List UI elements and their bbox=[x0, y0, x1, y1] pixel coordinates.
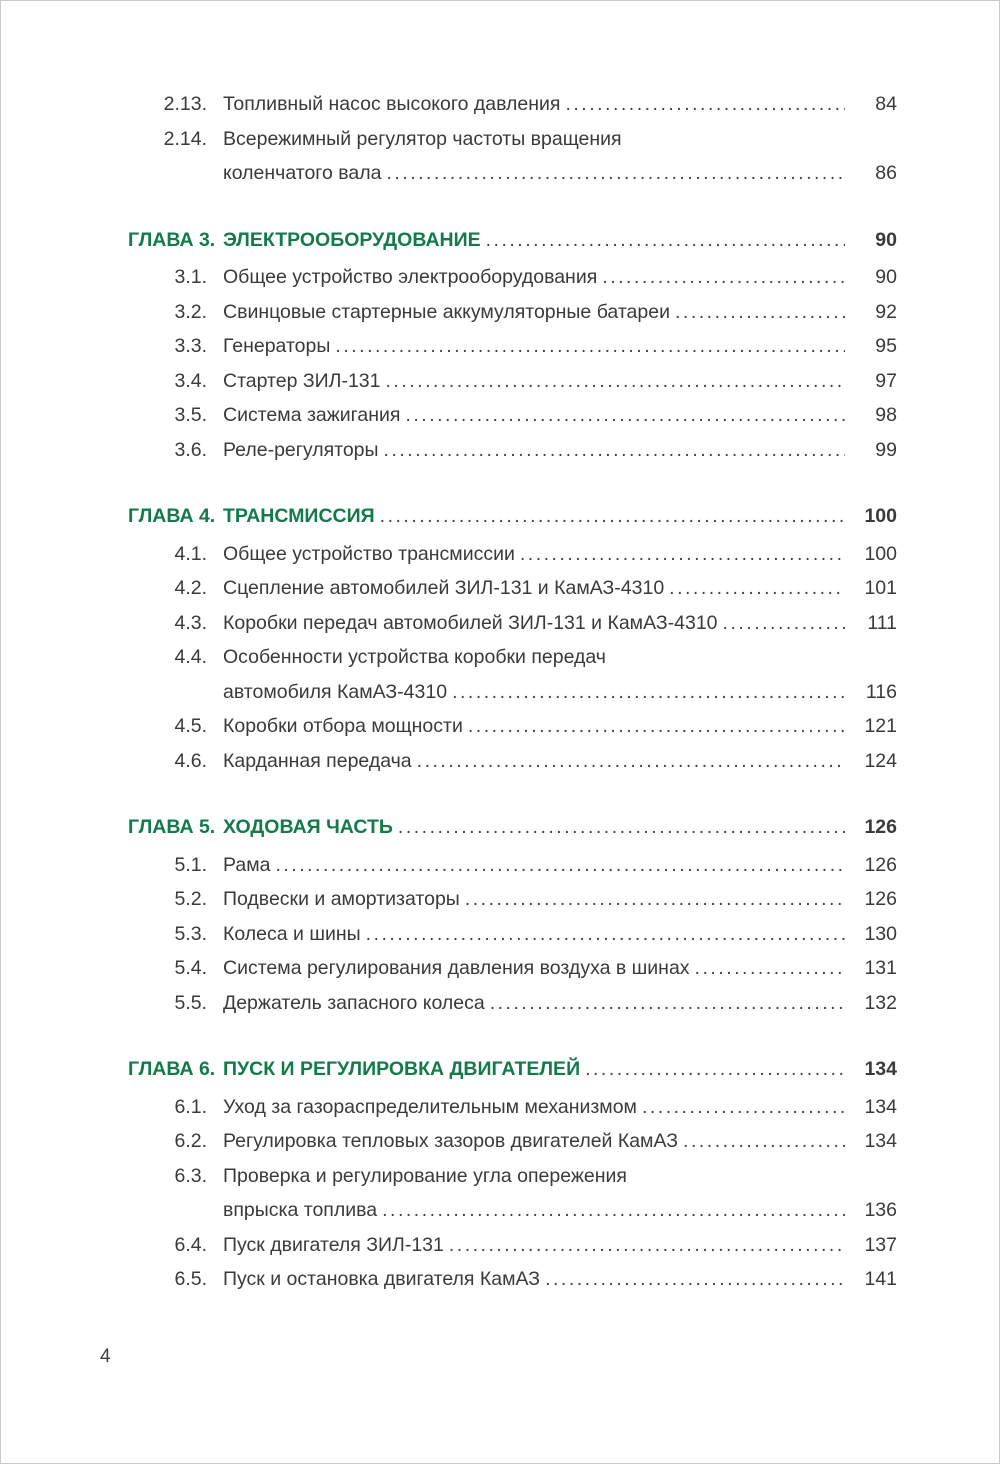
dot-leader bbox=[382, 1193, 845, 1228]
toc-section-entry bbox=[128, 433, 897, 468]
toc-entry-page: 84 bbox=[875, 93, 897, 115]
toc-section-entry bbox=[128, 364, 897, 399]
dot-leader bbox=[486, 223, 845, 258]
toc-entry-page: 132 bbox=[864, 991, 897, 1014]
toc-entry-number: 6.3. bbox=[174, 1164, 207, 1187]
toc-entry-title: Система регулирования давления воздуха в шинах bbox=[223, 957, 690, 979]
toc-entry-title: ПУСК И РЕГУЛИРОВКА ДВИГАТЕЛЕЙ bbox=[223, 1058, 581, 1080]
toc-entry-page: 126 bbox=[864, 888, 897, 910]
toc-entry-number: 5.4. bbox=[174, 957, 207, 979]
toc-entry-number: 3.4. bbox=[174, 369, 207, 392]
dot-leader bbox=[642, 1090, 845, 1125]
toc-entry-title: Всережимный регулятор частоты вращения bbox=[223, 127, 622, 150]
toc-entry-title: Свинцовые стартерные аккумуляторные батареи bbox=[223, 300, 670, 323]
toc-section-entry bbox=[128, 986, 897, 1021]
toc-line bbox=[128, 223, 897, 258]
toc-entry-number: 4.3. bbox=[174, 611, 207, 634]
toc-entry-number: ГЛАВА 6. bbox=[128, 1058, 216, 1080]
toc-section-entry bbox=[128, 917, 897, 952]
toc-entry-title: Особенности устройства коробки передач bbox=[223, 646, 606, 668]
toc-entry-number: 6.4. bbox=[174, 1233, 207, 1256]
toc-line bbox=[128, 951, 897, 986]
toc-line bbox=[128, 1052, 897, 1087]
toc-entry-page: 97 bbox=[875, 369, 897, 392]
toc-entry-title: коленчатого вала bbox=[223, 162, 382, 184]
toc-entry-title: Стартер ЗИЛ-131 bbox=[223, 369, 381, 392]
toc-entry-number: 4.1. bbox=[174, 542, 207, 565]
toc-line bbox=[128, 986, 897, 1021]
toc-entry-page: 100 bbox=[864, 505, 897, 527]
toc-entry-page: 131 bbox=[864, 957, 897, 979]
toc-entry-number: 6.1. bbox=[174, 1095, 207, 1118]
dot-leader bbox=[275, 848, 845, 883]
dot-leader bbox=[465, 882, 845, 917]
toc-section-entry bbox=[128, 709, 897, 744]
toc-chapter-entry bbox=[128, 223, 897, 258]
toc-entry-page: 111 bbox=[867, 611, 897, 634]
toc-entry-page: 99 bbox=[875, 438, 897, 461]
toc-entry-number: 4.6. bbox=[174, 749, 207, 772]
toc-section-entry bbox=[128, 571, 897, 606]
dot-leader bbox=[449, 1228, 845, 1263]
toc-line bbox=[128, 709, 897, 744]
toc-section-entry bbox=[128, 1228, 897, 1263]
toc-entry-title: Проверка и регулирование угла опережения bbox=[223, 1164, 627, 1187]
toc-line bbox=[128, 744, 897, 779]
toc-line bbox=[128, 1228, 897, 1263]
dot-leader bbox=[723, 606, 845, 641]
toc-section-entry bbox=[128, 848, 897, 883]
toc-entry-page: 124 bbox=[864, 749, 897, 772]
toc-entry-title: ТРАНСМИССИЯ bbox=[223, 505, 375, 527]
toc-line bbox=[128, 122, 897, 157]
toc-line bbox=[128, 499, 897, 534]
toc-entry-title: Топливный насос высокого давления bbox=[223, 93, 561, 115]
toc-entry-title: Система зажигания bbox=[223, 404, 401, 426]
toc-entry-number: 3.2. bbox=[174, 300, 207, 323]
dot-leader bbox=[417, 744, 845, 779]
toc-line bbox=[128, 848, 897, 883]
toc-entry-page: 121 bbox=[864, 715, 897, 737]
toc-line bbox=[128, 1124, 897, 1159]
dot-leader bbox=[380, 499, 845, 534]
toc-section-entry bbox=[128, 329, 897, 364]
toc-line bbox=[128, 571, 897, 606]
toc-entry-page: 136 bbox=[864, 1199, 897, 1221]
toc-section-entry bbox=[128, 951, 897, 986]
toc-section-entry bbox=[128, 606, 897, 641]
toc-entry-number: 5.2. bbox=[174, 888, 207, 910]
toc-entry-number: 4.2. bbox=[174, 577, 207, 599]
toc-entry-number: ГЛАВА 5. bbox=[128, 816, 216, 838]
toc-line bbox=[128, 156, 897, 191]
toc-entry-title: Регулировка тепловых зазоров двигателей КамАЗ bbox=[223, 1130, 679, 1152]
toc-entry-page: 100 bbox=[864, 542, 897, 565]
toc-entry-title: Уход за газораспределительным механизмом bbox=[223, 1095, 637, 1118]
toc-entry-number: 5.5. bbox=[174, 991, 207, 1014]
toc-entry-number: ГЛАВА 4. bbox=[128, 505, 216, 527]
toc-entry-number: 2.13. bbox=[163, 93, 207, 115]
toc-line bbox=[128, 606, 897, 641]
toc-entry-page: 95 bbox=[875, 335, 897, 357]
toc-entry-page: 137 bbox=[864, 1233, 897, 1256]
toc-chapter-entry bbox=[128, 810, 897, 845]
toc-section-entry bbox=[128, 87, 897, 122]
dot-leader bbox=[335, 329, 845, 364]
toc-entry-number: 2.14. bbox=[163, 127, 207, 150]
dot-leader bbox=[405, 398, 845, 433]
toc-entry-page: 86 bbox=[875, 162, 897, 184]
dot-leader bbox=[398, 810, 845, 845]
toc-entry-page: 90 bbox=[875, 228, 897, 251]
page-number-folio: 4 bbox=[100, 1346, 111, 1367]
toc-section-entry bbox=[128, 1124, 897, 1159]
toc-section-entry bbox=[128, 1262, 897, 1297]
dot-leader bbox=[386, 156, 845, 191]
toc-section-entry bbox=[128, 260, 897, 295]
dot-leader bbox=[602, 260, 845, 295]
toc-line bbox=[128, 675, 897, 710]
dot-leader bbox=[545, 1262, 845, 1297]
toc-line bbox=[128, 640, 897, 675]
toc-entry-page: 141 bbox=[864, 1268, 897, 1290]
dot-leader bbox=[386, 364, 846, 399]
toc-line bbox=[128, 329, 897, 364]
toc-line bbox=[128, 1262, 897, 1297]
toc-entry-title: Генераторы bbox=[223, 335, 331, 357]
toc-entry-page: 101 bbox=[864, 577, 897, 599]
dot-leader bbox=[669, 571, 845, 606]
toc-entry-title: Держатель запасного колеса bbox=[223, 991, 485, 1014]
toc-entry-title: Общее устройство трансмиссии bbox=[223, 542, 515, 565]
toc-entry-page: 90 bbox=[875, 266, 897, 288]
dot-leader bbox=[695, 951, 845, 986]
toc-line bbox=[128, 537, 897, 572]
toc-line bbox=[128, 1193, 897, 1228]
dot-leader bbox=[366, 917, 845, 952]
toc-entry-title: автомобиля КамАЗ-4310 bbox=[223, 680, 448, 703]
toc-line bbox=[128, 295, 897, 330]
toc-entry-title: Пуск двигателя ЗИЛ-131 bbox=[223, 1233, 444, 1256]
toc-entry-title: ХОДОВАЯ ЧАСТЬ bbox=[223, 816, 393, 838]
toc-entry-title: Коробки передач автомобилей ЗИЛ-131 и КамАЗ-4310 bbox=[223, 611, 718, 634]
toc-entry-page: 134 bbox=[864, 1058, 897, 1080]
dot-leader bbox=[490, 986, 845, 1021]
toc-line bbox=[128, 882, 897, 917]
toc-entry-number: 4.5. bbox=[174, 715, 207, 737]
dot-leader bbox=[520, 537, 845, 572]
toc-chapter-entry bbox=[128, 1052, 897, 1087]
dot-leader bbox=[468, 709, 845, 744]
toc-line bbox=[128, 260, 897, 295]
dot-leader bbox=[683, 1124, 845, 1159]
toc-section-entry bbox=[128, 640, 897, 709]
toc-entry-page: 116 bbox=[865, 680, 897, 703]
toc-section-entry bbox=[128, 537, 897, 572]
toc-entry-title: Общее устройство электрооборудования bbox=[223, 266, 598, 288]
toc-list bbox=[128, 87, 897, 1297]
toc-entry-number: 5.1. bbox=[174, 853, 207, 876]
toc-line bbox=[128, 398, 897, 433]
toc-entry-number: 3.6. bbox=[174, 438, 207, 461]
toc-section-entry bbox=[128, 295, 897, 330]
toc-line bbox=[128, 364, 897, 399]
dot-leader bbox=[675, 295, 845, 330]
toc-entry-number: 3.5. bbox=[174, 404, 207, 426]
toc-entry-title: Колеса и шины bbox=[223, 922, 361, 945]
toc-entry-title: Пуск и остановка двигателя КамАЗ bbox=[223, 1268, 541, 1290]
toc-section-entry bbox=[128, 1159, 897, 1228]
toc-line bbox=[128, 433, 897, 468]
dot-leader bbox=[384, 433, 845, 468]
toc-entry-title: Коробки отбора мощности bbox=[223, 715, 463, 737]
toc-line bbox=[128, 1090, 897, 1125]
toc-line bbox=[128, 1159, 897, 1194]
toc-entry-title: Рама bbox=[223, 853, 271, 876]
toc-entry-title: ЭЛЕКТРООБОРУДОВАНИЕ bbox=[223, 228, 481, 251]
toc-line bbox=[128, 810, 897, 845]
toc-chapter-entry bbox=[128, 499, 897, 534]
dot-leader bbox=[585, 1052, 845, 1087]
toc-section-entry bbox=[128, 1090, 897, 1125]
toc-entry-title: Подвески и амортизаторы bbox=[223, 888, 460, 910]
toc-section-entry bbox=[128, 122, 897, 191]
toc-section-entry bbox=[128, 398, 897, 433]
toc-entry-number: 3.3. bbox=[174, 335, 207, 357]
toc-line bbox=[128, 917, 897, 952]
toc-entry-title: Сцепление автомобилей ЗИЛ-131 и КамАЗ-4310 bbox=[223, 577, 665, 599]
toc-entry-page: 92 bbox=[875, 300, 897, 323]
toc-entry-number: 5.3. bbox=[174, 922, 207, 945]
toc-line bbox=[128, 87, 897, 122]
toc-entry-page: 98 bbox=[875, 404, 897, 426]
toc-entry-number: ГЛАВА 3. bbox=[128, 228, 216, 251]
toc-entry-title: впрыска топлива bbox=[223, 1199, 378, 1221]
toc-entry-number: 6.2. bbox=[174, 1130, 207, 1152]
toc-entry-number: 6.5. bbox=[174, 1268, 207, 1290]
toc-entry-page: 134 bbox=[864, 1095, 897, 1118]
dot-leader bbox=[452, 675, 845, 710]
toc-section-entry bbox=[128, 744, 897, 779]
toc-entry-page: 126 bbox=[864, 853, 897, 876]
toc-entry-title: Карданная передача bbox=[223, 749, 412, 772]
dot-leader bbox=[565, 87, 845, 122]
toc-entry-page: 130 bbox=[864, 922, 897, 945]
toc-entry-number: 4.4. bbox=[174, 646, 207, 668]
toc-section-entry bbox=[128, 882, 897, 917]
toc-entry-number: 3.1. bbox=[174, 266, 207, 288]
toc-entry-page: 126 bbox=[864, 816, 897, 838]
toc-entry-page: 134 bbox=[864, 1130, 897, 1152]
toc-entry-title: Реле-регуляторы bbox=[223, 438, 379, 461]
